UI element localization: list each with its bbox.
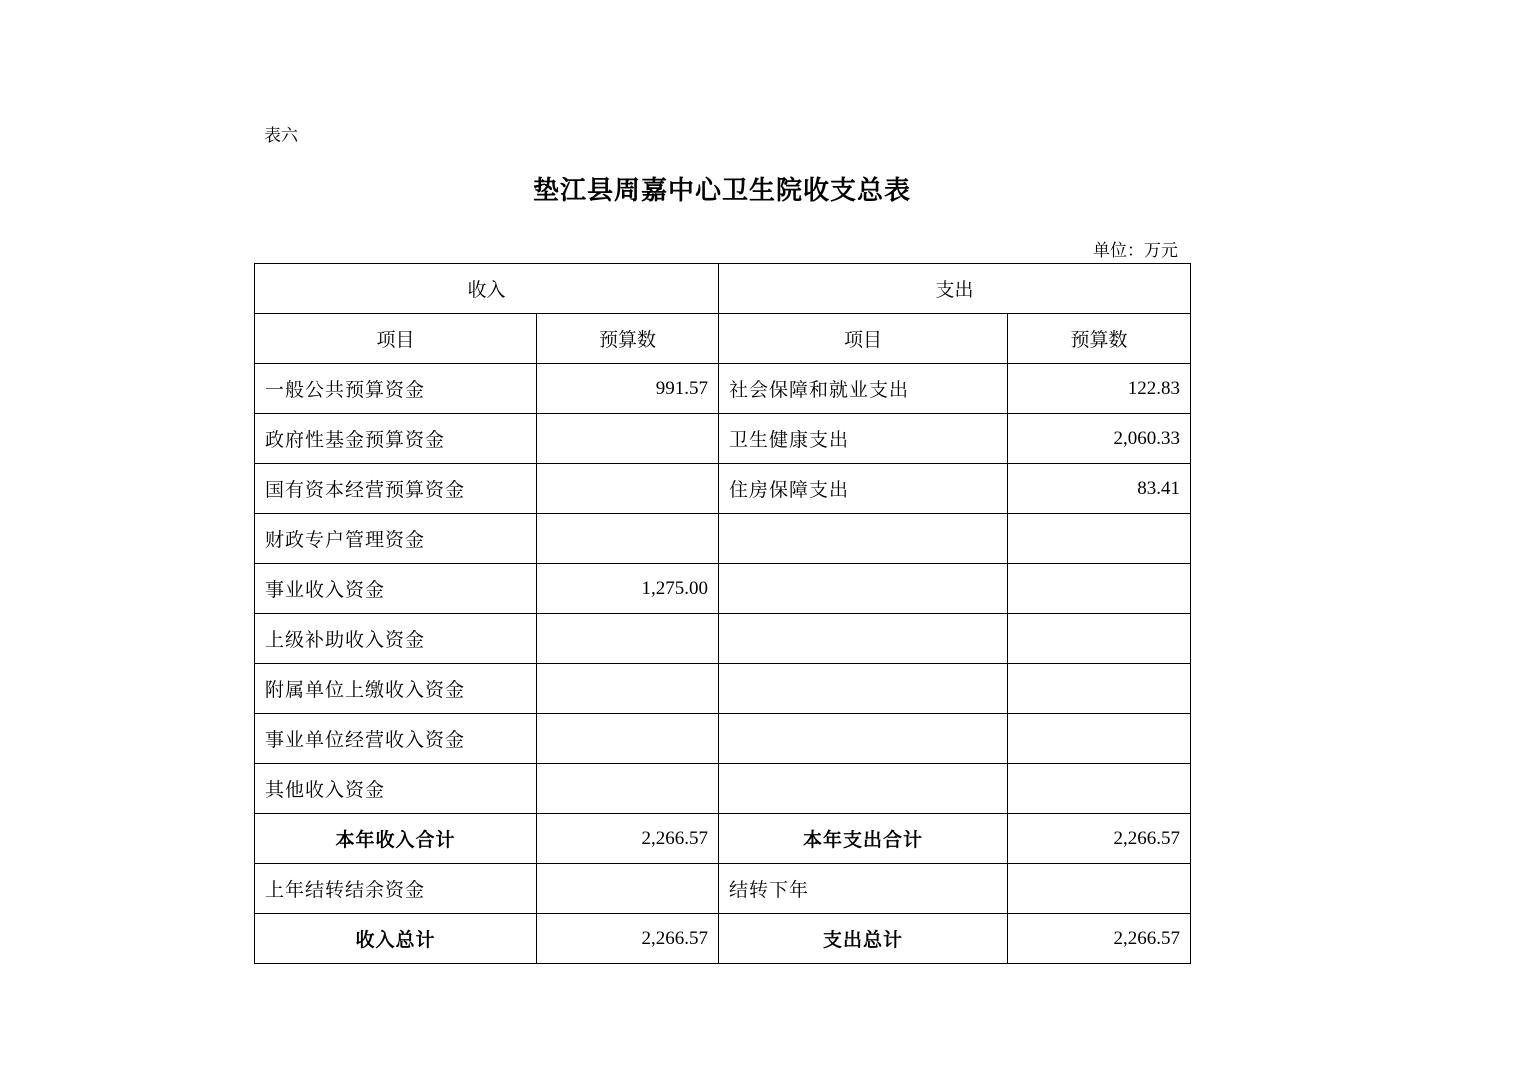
expense-amount-header: 预算数 [1008,314,1191,364]
carryover-row [255,864,1191,914]
grand-expense-total-value: 2,266.57 [1008,914,1191,964]
year-total-row [255,814,1191,864]
carryover-expense-amount [1008,864,1191,914]
income-item-cell: 上级补助收入资金 [255,614,537,664]
document-title: 垫江县周嘉中心卫生院收支总表 [532,176,911,206]
expense-amount-cell: 122.83 [1008,364,1191,414]
income-item-cell: 其他收入资金 [255,764,537,814]
income-item-cell: 财政专户管理资金 [255,514,537,564]
income-item-cell: 事业收入资金 [255,564,537,614]
table-row [255,514,1191,564]
expense-item-cell [719,614,1008,664]
expense-amount-cell [1008,614,1191,664]
expense-item-cell: 社会保障和就业支出 [719,364,1008,414]
carryover-expense-item: 结转下年 [719,864,1008,914]
year-income-total-value: 2,266.57 [537,814,719,864]
section-header-row [255,264,1191,314]
income-amount-header: 预算数 [537,314,719,364]
expense-item-cell [719,714,1008,764]
budget-summary-table [254,263,1191,964]
carryover-income-amount [537,864,719,914]
income-item-cell: 政府性基金预算资金 [255,414,537,464]
column-header-row [255,314,1191,364]
expense-item-cell [719,764,1008,814]
table-row [255,614,1191,664]
grand-expense-total-label: 支出总计 [719,914,1008,964]
grand-total-row [255,914,1191,964]
income-item-cell: 国有资本经营预算资金 [255,464,537,514]
expense-amount-cell [1008,514,1191,564]
income-item-cell: 附属单位上缴收入资金 [255,664,537,714]
expense-amount-cell [1008,714,1191,764]
expense-item-cell [719,564,1008,614]
income-amount-cell [537,514,719,564]
income-item-cell: 事业单位经营收入资金 [255,714,537,764]
table-row [255,714,1191,764]
unit-note: 单位：万元 [1093,241,1178,261]
grand-income-total-value: 2,266.57 [537,914,719,964]
income-section-header: 收入 [255,264,719,314]
expense-item-cell [719,514,1008,564]
table-row [255,414,1191,464]
table-row [255,764,1191,814]
table-number-label: 表六 [264,126,298,146]
expense-item-cell: 卫生健康支出 [719,414,1008,464]
income-item-cell: 一般公共预算资金 [255,364,537,414]
table-row [255,564,1191,614]
expense-section-header: 支出 [719,264,1191,314]
income-amount-cell [537,414,719,464]
expense-amount-cell [1008,564,1191,614]
year-income-total-label: 本年收入合计 [255,814,537,864]
carryover-income-item: 上年结转结余资金 [255,864,537,914]
income-amount-cell: 1,275.00 [537,564,719,614]
income-amount-cell [537,464,719,514]
table-row [255,364,1191,414]
expense-item-header: 项目 [719,314,1008,364]
income-amount-cell [537,714,719,764]
expense-item-cell [719,664,1008,714]
table-row [255,664,1191,714]
income-amount-cell [537,664,719,714]
expense-amount-cell: 2,060.33 [1008,414,1191,464]
expense-item-cell: 住房保障支出 [719,464,1008,514]
expense-amount-cell: 83.41 [1008,464,1191,514]
year-expense-total-label: 本年支出合计 [719,814,1008,864]
expense-amount-cell [1008,664,1191,714]
expense-amount-cell [1008,764,1191,814]
year-expense-total-value: 2,266.57 [1008,814,1191,864]
table-body [255,264,1191,964]
table-row [255,464,1191,514]
income-item-header: 项目 [255,314,537,364]
income-amount-cell [537,764,719,814]
income-amount-cell [537,614,719,664]
grand-income-total-label: 收入总计 [255,914,537,964]
income-amount-cell: 991.57 [537,364,719,414]
